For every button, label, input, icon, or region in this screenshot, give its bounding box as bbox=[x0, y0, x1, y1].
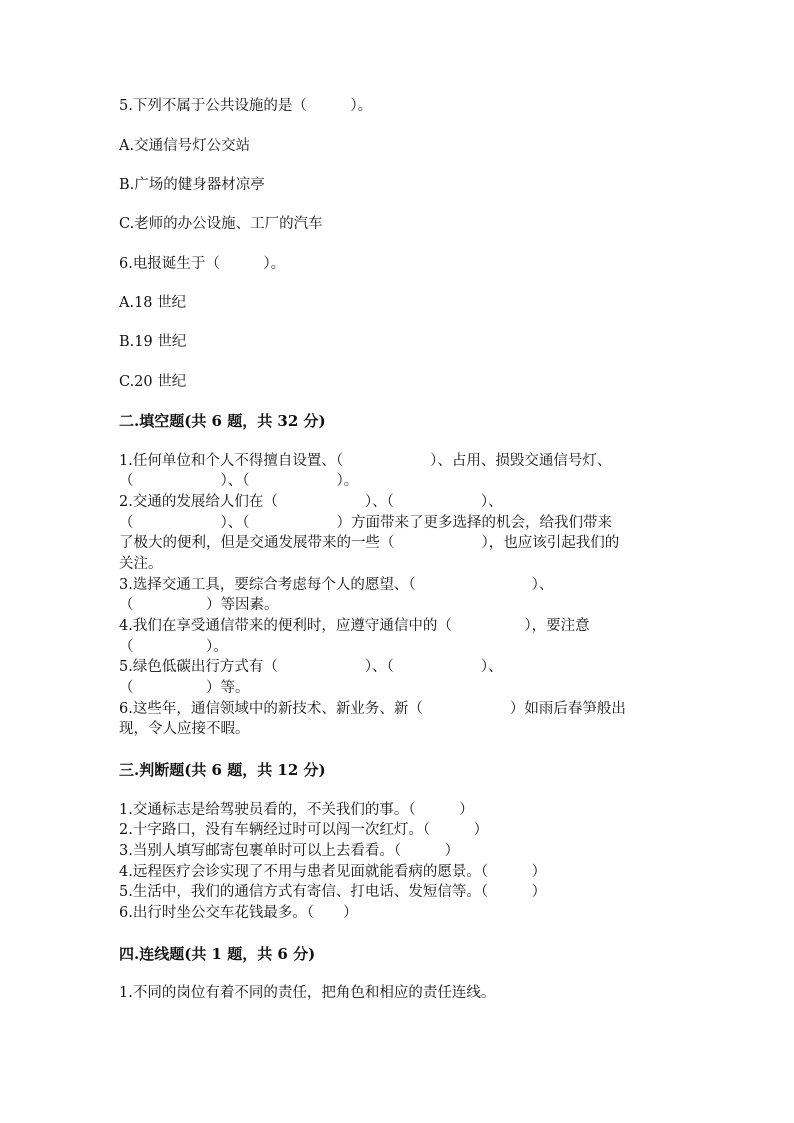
fill-line: （ ）等因素。 bbox=[119, 597, 279, 613]
judge-line: 6.出行时坐公交车花钱最多。（ ） bbox=[119, 905, 358, 921]
question-6-stem: 6.电报诞生于（ ）。 bbox=[119, 256, 286, 272]
fill-line: 2.交通的发展给人们在（ ）、（ ）、 bbox=[119, 494, 503, 510]
question-6-option-c: C.20 世纪 bbox=[119, 374, 187, 390]
question-5-option-a: A.交通信号灯公交站 bbox=[119, 138, 251, 154]
fill-line: （ ）。 bbox=[119, 639, 228, 655]
judge-line: 4.远程医疗会诊实现了不用与患者见面就能看病的愿景。（ ） bbox=[119, 864, 547, 880]
question-6-option-b: B.19 世纪 bbox=[119, 334, 187, 350]
fill-line: （ ）等。 bbox=[119, 680, 250, 696]
judge-line: 5.生活中，我们的通信方式有寄信、打电话、发短信等。（ ） bbox=[119, 884, 547, 900]
section-heading-match: 四.连线题(共 1 题，共 6 分) bbox=[119, 945, 316, 963]
section-heading-judge: 三.判断题(共 6 题，共 12 分) bbox=[119, 761, 326, 779]
fill-line: 1.任何单位和个人不得擅自设置、（ ）、占用、损毁交通信号灯、 bbox=[119, 453, 612, 469]
section-heading-fill: 二.填空题(共 6 题，共 32 分) bbox=[119, 412, 326, 430]
judge-line: 1.交通标志是给驾驶员看的，不关我们的事。（ ） bbox=[119, 802, 474, 818]
fill-line: 3.选择交通工具，要综合考虑每个人的愿望、（ ）、 bbox=[119, 577, 554, 593]
fill-line: 4.我们在享受通信带来的便利时，应遵守通信中的（ ），要注意 bbox=[119, 618, 590, 634]
judge-line: 2.十字路口，没有车辆经过时可以闯一次红灯。（ ） bbox=[119, 822, 489, 838]
fill-line: （ ）、（ ）方面带来了更多选择的机会，给我们带来 bbox=[119, 515, 612, 531]
fill-line: 6.这些年，通信领域中的新技术、新业务、新（ ）如雨后春笋般出 bbox=[119, 701, 626, 717]
question-5-option-c: C.老师的办公设施、工厂的汽车 bbox=[119, 216, 323, 232]
fill-line: 现，令人应接不暇。 bbox=[119, 721, 250, 737]
match-line: 1.不同的岗位有着不同的责任，把角色和相应的责任连线。 bbox=[119, 985, 496, 1001]
fill-line: 5.绿色低碳出行方式有（ ）、（ ）、 bbox=[119, 659, 503, 675]
question-6-option-a: A.18 世纪 bbox=[119, 295, 187, 311]
fill-line: 了极大的便利，但是交通发展带来的一些（ ），也应该引起我们的 bbox=[119, 535, 620, 551]
question-5-stem: 5.下列不属于公共设施的是（ ）。 bbox=[119, 98, 373, 114]
question-5-option-b: B.广场的健身器材凉亭 bbox=[119, 177, 265, 193]
fill-line: （ ）、（ ）。 bbox=[119, 473, 359, 489]
fill-line: 关注。 bbox=[119, 556, 163, 572]
judge-line: 3.当别人填写邮寄包裹单时可以上去看看。（ ） bbox=[119, 843, 460, 859]
